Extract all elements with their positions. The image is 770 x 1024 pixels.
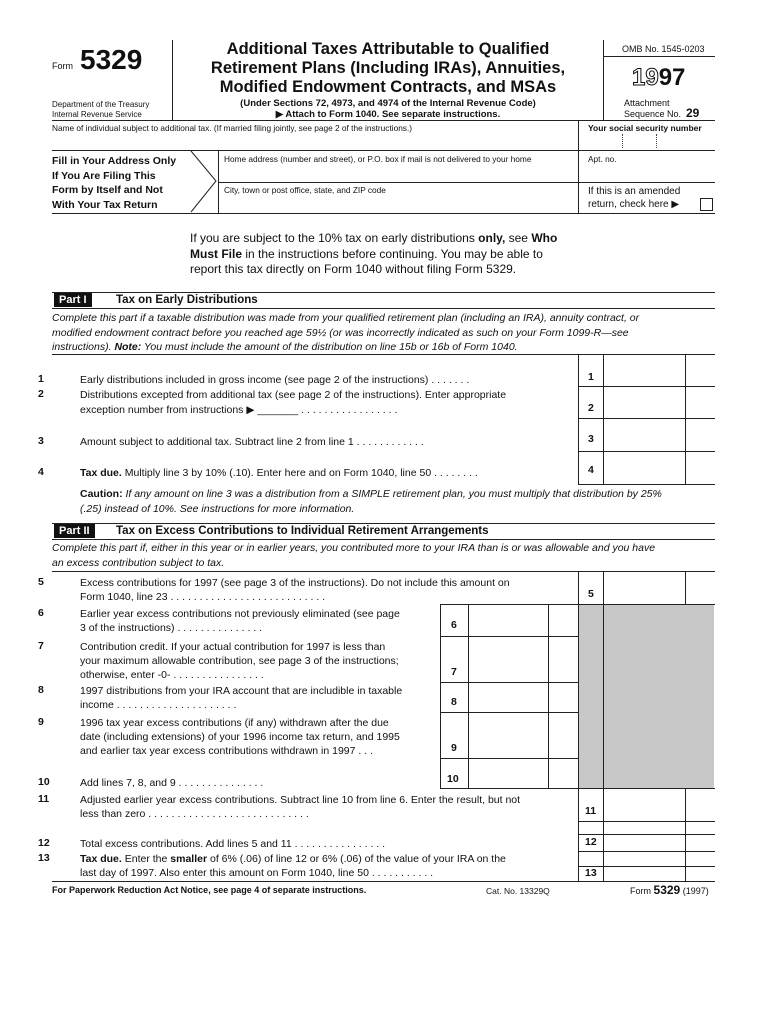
line12-amount-input[interactable]	[604, 836, 714, 850]
line4-amount-input[interactable]	[604, 453, 714, 482]
part1-intro-3b: Note:	[114, 341, 142, 353]
notice-1b: only,	[478, 231, 506, 245]
line7-text-2: your maximum allowable contribution, see page 3 of the instructions;	[80, 655, 399, 667]
home-address-label: Home address (number and street), or P.O. box if mail is not delivered to your home	[224, 154, 532, 164]
line9-text-3: and earlier tax year excess contributions withdrawn in 1997 . . .	[80, 745, 373, 757]
line11-text-1: Adjusted earlier year excess contributions. Subtract line 10 from line 6. Enter the result, but not	[80, 794, 521, 806]
fill-in-line-3: Form by Itself and Not	[52, 184, 163, 196]
line11-box-label: 11	[585, 805, 597, 817]
line8-amount-input[interactable]	[469, 684, 547, 711]
city-label: City, town or post office, state, and ZIP code	[224, 185, 386, 195]
line3-box-label: 3	[588, 433, 594, 445]
line13-text-1c: smaller	[170, 853, 208, 865]
footer-form-year: (1997)	[682, 886, 709, 896]
caution-a: Caution:	[80, 488, 123, 500]
line13-number: 13	[38, 852, 50, 864]
tax-year-prefix: 19	[632, 64, 659, 91]
ssn-label: Your social security number	[588, 123, 702, 133]
title-line-3: Modified Endowment Contracts, and MSAs	[219, 78, 557, 96]
title-line-2: Retirement Plans (Including IRAs), Annuities,	[210, 59, 566, 77]
line7-text-1: Contribution credit. If your actual contribution for 1997 is less than	[80, 641, 386, 653]
caution-b: If any amount on line 3 was a distribution from a SIMPLE retirement plan, you must multiply that distribution by 25%	[122, 488, 662, 500]
line10-box-label: 10	[447, 773, 459, 785]
line9-text-1: 1996 tax year excess contributions (if any) withdrawn after the due	[80, 717, 389, 729]
fill-in-line-2: If You Are Filing This	[52, 169, 156, 182]
paperwork-notice: For Paperwork Reduction Act Notice, see page 4 of separate instructions.	[52, 885, 367, 895]
line12-number: 12	[38, 837, 50, 849]
line5-amount-input[interactable]	[604, 573, 714, 603]
amended-return-checkbox[interactable]	[700, 198, 713, 211]
line7-text-3: otherwise, enter -0- . . . . . . . . . . . . . . . .	[80, 669, 264, 681]
notice-2b: in the instructions before continuing. You may be able to	[242, 246, 543, 261]
line12-box-label: 12	[585, 836, 597, 848]
line6-text-1: Earlier year excess contributions not previously eliminated (see page	[80, 608, 400, 620]
part2-intro	[52, 541, 717, 570]
footer-form-id	[630, 883, 709, 897]
line13-text-2: last day of 1997. Also enter this amount on Form 1040, line 50 . . . . . . . . . . .	[80, 867, 434, 879]
line5-number: 5	[38, 576, 44, 588]
tax-year-suffix: 97	[658, 64, 686, 91]
line1-number: 1	[38, 373, 44, 385]
line7-number: 7	[38, 640, 44, 652]
form-title	[176, 40, 600, 97]
part1-intro-3c: You must include the amount of the distribution on line 15b or 16b of Form 1040.	[141, 341, 518, 353]
part1-intro-2: modified endowment contract before you reached age 59½ (or was incorrectly indicated as such on your Form 1099-R—see	[52, 326, 629, 339]
line3-text: Amount subject to additional tax. Subtract line 2 from line 1 . . . . . . . . . . . .	[80, 436, 424, 448]
fill-in-line-1: Fill in Your Address Only	[52, 155, 177, 167]
shaded-area-left	[579, 605, 603, 788]
part1-title: Tax on Early Distributions	[116, 294, 258, 306]
line2-box-label: 2	[588, 402, 594, 414]
line4-box-label: 4	[588, 464, 594, 476]
part1-intro	[52, 311, 717, 355]
footer-form-number: 5329	[653, 883, 681, 897]
notice-1d: Who	[531, 231, 558, 245]
notice-2a: Must File	[190, 246, 243, 261]
sequence-label: Sequence No.	[624, 109, 682, 119]
ssn-input[interactable]	[582, 134, 712, 150]
tax-year	[632, 64, 685, 92]
line5-text-1: Excess contributions for 1997 (see page 3 of the instructions). Do not include this amount on	[80, 577, 510, 589]
line10-text: Add lines 7, 8, and 9 . . . . . . . . . . . . . . .	[80, 777, 264, 789]
home-address-input[interactable]	[222, 164, 576, 180]
line2-number: 2	[38, 388, 44, 400]
line7-box-label: 7	[451, 666, 457, 678]
line11-text-2: less than zero . . . . . . . . . . . . . . . . . . . . . . . . . . . .	[80, 808, 309, 820]
line7-amount-input[interactable]	[469, 638, 547, 681]
line9-number: 9	[38, 716, 44, 728]
part1-label: Part I	[54, 293, 92, 307]
line4-text-b: Multiply line 3 by 10% (.10). Enter here and on Form 1040, line 50 . . . . . . . .	[121, 467, 478, 479]
line4-text	[80, 466, 478, 481]
line4-text-a: Tax due.	[80, 467, 122, 479]
fill-in-address-note	[52, 154, 176, 212]
line13-text-1b: Enter the	[121, 853, 171, 865]
notice-text	[190, 231, 557, 278]
line3-amount-input[interactable]	[604, 420, 714, 449]
notice-3: report this tax directly on Form 1040 without filing Form 5329.	[190, 262, 517, 276]
form-number: 5329	[80, 44, 143, 75]
line13-text-1	[80, 852, 506, 867]
form-word: Form	[52, 61, 73, 71]
line8-text-1: 1997 distributions from your IRA account that are includible in taxable	[80, 685, 403, 697]
line10-number: 10	[38, 776, 50, 788]
apt-input[interactable]	[582, 164, 712, 180]
apt-label: Apt. no.	[588, 154, 617, 164]
attach-line: ▶ Attach to Form 1040. See separate instructions.	[275, 109, 501, 120]
part2-title: Tax on Excess Contributions to Individual Retirement Arrangements	[116, 525, 489, 537]
line1-box-label: 1	[588, 371, 594, 383]
line2-text-2: exception number from instructions ▶ _______ . . . . . . . . . . . . . . . . .	[80, 404, 398, 416]
line13-text-1a: Tax due.	[80, 853, 122, 865]
omb-number: OMB No. 1545-0203	[622, 44, 705, 54]
line6-box-label: 6	[451, 619, 457, 631]
line13-amount-input[interactable]	[604, 867, 714, 880]
sequence-number: 29	[686, 106, 700, 120]
line8-box-label: 8	[451, 696, 457, 708]
line6-amount-input[interactable]	[469, 606, 547, 635]
line1-text: Early distributions included in gross income (see page 2 of the instructions) . . . . . . .	[80, 374, 470, 386]
dept-treasury: Department of the Treasury	[52, 100, 150, 109]
line5-box-label: 5	[588, 588, 594, 600]
line13-text-1d: of 6% (.06) of line 12 or 6% (.06) of the value of your IRA on the	[207, 853, 506, 865]
caution-c: (.25) instead of 10%. See instructions for more information.	[80, 502, 355, 515]
line9-text-2: date (including extensions) of your 1996 income tax return, and 1995	[80, 731, 400, 743]
line1-amount-input[interactable]	[604, 356, 714, 385]
line2-text-1: Distributions excepted from additional tax (see page 2 of the instructions). Enter appropriate	[80, 389, 507, 401]
title-line-1: Additional Taxes Attributable to Qualified	[226, 40, 550, 58]
shaded-area-right	[604, 605, 714, 788]
line8-number: 8	[38, 684, 44, 696]
notice-1a: If you are subject to the 10% tax on early distributions	[190, 231, 479, 245]
name-label: Name of individual subject to additional tax. (If married filing jointly, see page 2 of the instructions.)	[52, 123, 413, 133]
line13-box-label: 13	[585, 867, 597, 879]
notice-1c: see	[505, 231, 532, 245]
part1-intro-3a: instructions).	[52, 341, 115, 353]
line9-box-label: 9	[451, 742, 457, 754]
bracket-arrow-icon	[190, 150, 218, 213]
part2-intro-1: Complete this part if, either in this year or in earlier years, you contributed more to your IRA than is or was allowable and you have	[52, 542, 656, 554]
line4-number: 4	[38, 466, 44, 478]
line10-amount-input[interactable]	[469, 760, 547, 787]
attachment-label: Attachment	[624, 98, 670, 108]
line11-number: 11	[38, 793, 50, 805]
footer-form-word: Form	[630, 886, 651, 896]
line2-amount-input[interactable]	[604, 388, 714, 417]
amended-label-2: return, check here ▶	[588, 199, 680, 210]
catalog-number: Cat. No. 13329Q	[486, 886, 550, 896]
part2-label: Part II	[54, 524, 95, 538]
amended-label-1: If this is an amended	[588, 186, 681, 197]
line9-amount-input[interactable]	[469, 714, 547, 757]
part2-intro-2: an excess contribution subject to tax.	[52, 556, 225, 569]
line11-amount-input[interactable]	[604, 790, 714, 820]
line6-text-2: 3 of the instructions) . . . . . . . . . . . . . . .	[80, 622, 263, 634]
name-input[interactable]	[52, 133, 576, 149]
line12-text: Total excess contributions. Add lines 5 and 11 . . . . . . . . . . . . . . . .	[80, 838, 386, 850]
dept-irs: Internal Revenue Service	[52, 110, 142, 119]
line3-number: 3	[38, 435, 44, 447]
caution-note	[80, 487, 662, 516]
fill-in-line-4: With Your Tax Return	[52, 198, 158, 211]
line5-text-2: Form 1040, line 23 . . . . . . . . . . . . . . . . . . . . . . . . . . .	[80, 591, 326, 603]
city-input[interactable]	[222, 195, 576, 211]
line8-text-2: income . . . . . . . . . . . . . . . . . . . . .	[80, 699, 237, 711]
part1-intro-1: Complete this part if a taxable distribution was made from your qualified retirement plan (including an IRA), annuity contract, or	[52, 312, 640, 324]
sections-line: (Under Sections 72, 4973, and 4974 of the Internal Revenue Code)	[240, 98, 536, 109]
line6-number: 6	[38, 607, 44, 619]
